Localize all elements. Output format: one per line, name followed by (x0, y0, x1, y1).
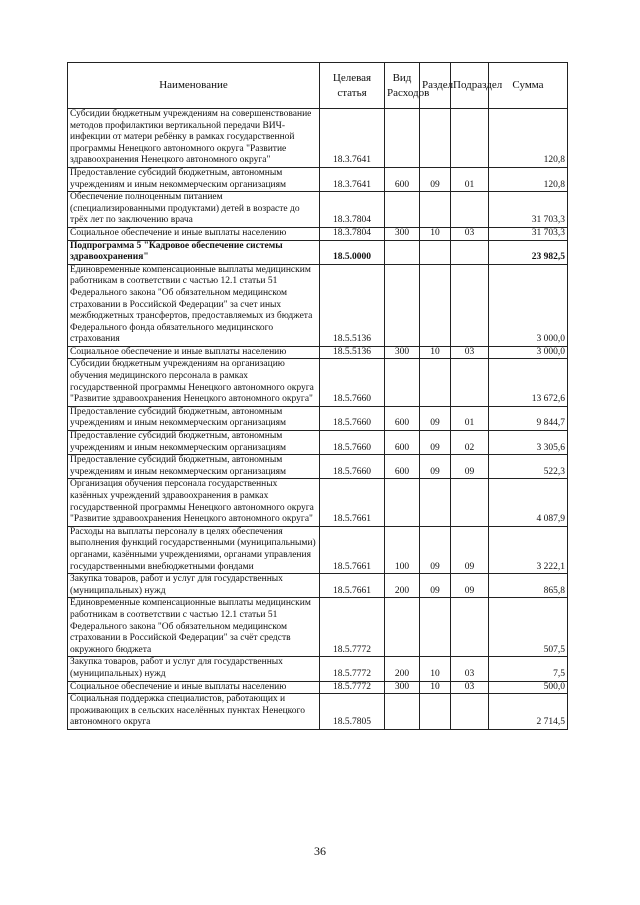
cell-section (420, 694, 451, 730)
budget-table-container (67, 62, 568, 730)
cell-subsection: 01 (451, 406, 489, 430)
cell-sum: 13 672,6 (489, 359, 568, 406)
cell-sum: 31 703,3 (489, 192, 568, 228)
cell-subsection (451, 192, 489, 228)
header-sum: Сумма (489, 63, 568, 109)
cell-type: 300 (385, 227, 420, 240)
header-subsection: Подраздел (451, 63, 489, 109)
cell-subsection (451, 694, 489, 730)
cell-type: 600 (385, 455, 420, 479)
cell-type: 200 (385, 574, 420, 598)
cell-section (420, 598, 451, 657)
cell-name: Социальная поддержка специалистов, работающих и проживающих в сельских населённых пунктах Ненецкого автономного округа (68, 694, 320, 730)
cell-section (420, 359, 451, 406)
header-target: Целевая статья (320, 63, 385, 109)
table-row (68, 681, 568, 694)
cell-subsection (451, 598, 489, 657)
cell-section: 09 (420, 167, 451, 191)
cell-target: 18.5.7661 (320, 526, 385, 573)
cell-subsection: 09 (451, 455, 489, 479)
cell-section: 10 (420, 227, 451, 240)
cell-name: Закупка товаров, работ и услуг для государственных (муниципальных) нужд (68, 657, 320, 681)
cell-name: Единовременные компенсационные выплаты медицинским работникам в соответствии с частью 12.1 статьи 51 Федерального закона "Об обязательном медицинском страховании в Российской Федерации" за счет иных межбюджетных трансфертов, предоставляемых из бюджета Федерального фонда обязательного медицинского страхования (68, 264, 320, 346)
table-header-row (68, 63, 568, 109)
page-number: 36 (314, 844, 326, 858)
cell-subsection (451, 359, 489, 406)
header-section: Раздел (420, 63, 451, 109)
table-row (68, 526, 568, 573)
cell-section: 10 (420, 681, 451, 694)
cell-type: 200 (385, 657, 420, 681)
cell-section (420, 192, 451, 228)
cell-target: 18.5.5136 (320, 346, 385, 359)
cell-name: Организация обучения персонала государственных казённых учреждений здравоохранения в рамках государственной программы Ненецкого автономного округа "Развитие здравоохранения Ненецкого автономного округа" (68, 479, 320, 526)
table-row (68, 346, 568, 359)
cell-section (420, 264, 451, 346)
cell-subsection: 03 (451, 227, 489, 240)
cell-sum: 23 982,5 (489, 240, 568, 264)
cell-target: 18.5.7805 (320, 694, 385, 730)
table-row (68, 657, 568, 681)
cell-sum: 4 087,9 (489, 479, 568, 526)
cell-name: Предоставление субсидий бюджетным, автономным учреждениям и иным некоммерческим организациям (68, 406, 320, 430)
cell-name: Единовременные компенсационные выплаты медицинским работникам в соответствии с частью 12.1 статьи 51 Федерального закона "Об обязательном медицинском страховании в Российской Федерации" за счёт средств окружного бюджета (68, 598, 320, 657)
cell-sum: 500,0 (489, 681, 568, 694)
cell-section (420, 109, 451, 168)
header-type: Вид Расходов (385, 63, 420, 109)
cell-type (385, 479, 420, 526)
cell-target: 18.3.7641 (320, 167, 385, 191)
table-row (68, 240, 568, 264)
cell-sum: 522,3 (489, 455, 568, 479)
cell-target: 18.5.7661 (320, 479, 385, 526)
cell-name: Обеспечение полноценным питанием (специализированными продуктами) детей в возрасте до трёх лет по заключению врача (68, 192, 320, 228)
table-row (68, 264, 568, 346)
cell-target: 18.5.7660 (320, 359, 385, 406)
cell-name: Подпрограмма 5 "Кадровое обеспечение системы здравоохранения" (68, 240, 320, 264)
cell-subsection (451, 240, 489, 264)
table-row (68, 574, 568, 598)
cell-section: 09 (420, 574, 451, 598)
cell-name: Социальное обеспечение и иные выплаты населению (68, 681, 320, 694)
cell-name: Субсидии бюджетным учреждениям на совершенствование методов профилактики вертикальной передачи ВИЧ-инфекции от матери ребёнку в рамках государственной программы Ненецкого автономного округа "Развитие здравоохранения Ненецкого автономного округа" (68, 109, 320, 168)
cell-subsection (451, 479, 489, 526)
cell-target: 18.5.0000 (320, 240, 385, 264)
cell-type (385, 264, 420, 346)
cell-name: Расходы на выплаты персоналу в целях обеспечения выполнения функций государственными (муниципальными) органами, казёнными учреждениями, органами управления государственными внебюджетными фондами (68, 526, 320, 573)
cell-type: 300 (385, 681, 420, 694)
cell-type: 300 (385, 346, 420, 359)
cell-target: 18.5.7772 (320, 598, 385, 657)
cell-sum: 2 714,5 (489, 694, 568, 730)
table-row (68, 227, 568, 240)
cell-sum: 3 222,1 (489, 526, 568, 573)
table-body (68, 109, 568, 730)
cell-target: 18.3.7804 (320, 192, 385, 228)
cell-name: Субсидии бюджетным учреждениям на организацию обучения медицинского персонала в рамках государственной программы Ненецкого автономного округа "Развитие здравоохранения Ненецкого автономного округа" (68, 359, 320, 406)
cell-name: Социальное обеспечение и иные выплаты населению (68, 346, 320, 359)
cell-sum: 507,5 (489, 598, 568, 657)
cell-target: 18.5.5136 (320, 264, 385, 346)
budget-table (67, 62, 568, 730)
cell-subsection: 01 (451, 167, 489, 191)
cell-sum: 31 703,3 (489, 227, 568, 240)
cell-section: 10 (420, 657, 451, 681)
cell-subsection (451, 109, 489, 168)
cell-sum: 3 000,0 (489, 346, 568, 359)
cell-subsection: 03 (451, 346, 489, 359)
cell-subsection: 02 (451, 431, 489, 455)
cell-type: 600 (385, 167, 420, 191)
cell-target: 18.5.7660 (320, 455, 385, 479)
cell-type (385, 192, 420, 228)
table-row (68, 694, 568, 730)
table-row (68, 192, 568, 228)
cell-type (385, 359, 420, 406)
cell-type (385, 240, 420, 264)
table-row (68, 479, 568, 526)
cell-section: 09 (420, 455, 451, 479)
cell-sum: 7,5 (489, 657, 568, 681)
cell-type: 100 (385, 526, 420, 573)
cell-target: 18.3.7641 (320, 109, 385, 168)
cell-target: 18.5.7661 (320, 574, 385, 598)
header-name: Наименование (68, 63, 320, 109)
table-row (68, 359, 568, 406)
table-row (68, 109, 568, 168)
cell-name: Социальное обеспечение и иные выплаты населению (68, 227, 320, 240)
table-row (68, 598, 568, 657)
cell-section (420, 240, 451, 264)
cell-sum: 3 305,6 (489, 431, 568, 455)
cell-target: 18.5.7660 (320, 431, 385, 455)
cell-type (385, 694, 420, 730)
cell-subsection (451, 264, 489, 346)
cell-subsection: 03 (451, 657, 489, 681)
cell-section: 09 (420, 431, 451, 455)
cell-type (385, 598, 420, 657)
cell-section: 10 (420, 346, 451, 359)
cell-section (420, 479, 451, 526)
cell-section: 09 (420, 526, 451, 573)
cell-type (385, 109, 420, 168)
table-row (68, 431, 568, 455)
cell-target: 18.3.7804 (320, 227, 385, 240)
cell-sum: 120,8 (489, 109, 568, 168)
cell-sum: 865,8 (489, 574, 568, 598)
cell-subsection: 03 (451, 681, 489, 694)
cell-subsection: 09 (451, 574, 489, 598)
cell-type: 600 (385, 406, 420, 430)
cell-target: 18.5.7772 (320, 681, 385, 694)
cell-name: Предоставление субсидий бюджетным, автономным учреждениям и иным некоммерческим организациям (68, 455, 320, 479)
cell-sum: 3 000,0 (489, 264, 568, 346)
table-row (68, 455, 568, 479)
cell-sum: 120,8 (489, 167, 568, 191)
cell-sum: 9 844,7 (489, 406, 568, 430)
cell-type: 600 (385, 431, 420, 455)
table-row (68, 406, 568, 430)
cell-section: 09 (420, 406, 451, 430)
cell-target: 18.5.7772 (320, 657, 385, 681)
cell-name: Предоставление субсидий бюджетным, автономным учреждениям и иным некоммерческим организациям (68, 431, 320, 455)
cell-subsection: 09 (451, 526, 489, 573)
cell-name: Предоставление субсидий бюджетным, автономным учреждениям и иным некоммерческим организациям (68, 167, 320, 191)
table-row (68, 167, 568, 191)
cell-target: 18.5.7660 (320, 406, 385, 430)
cell-name: Закупка товаров, работ и услуг для государственных (муниципальных) нужд (68, 574, 320, 598)
